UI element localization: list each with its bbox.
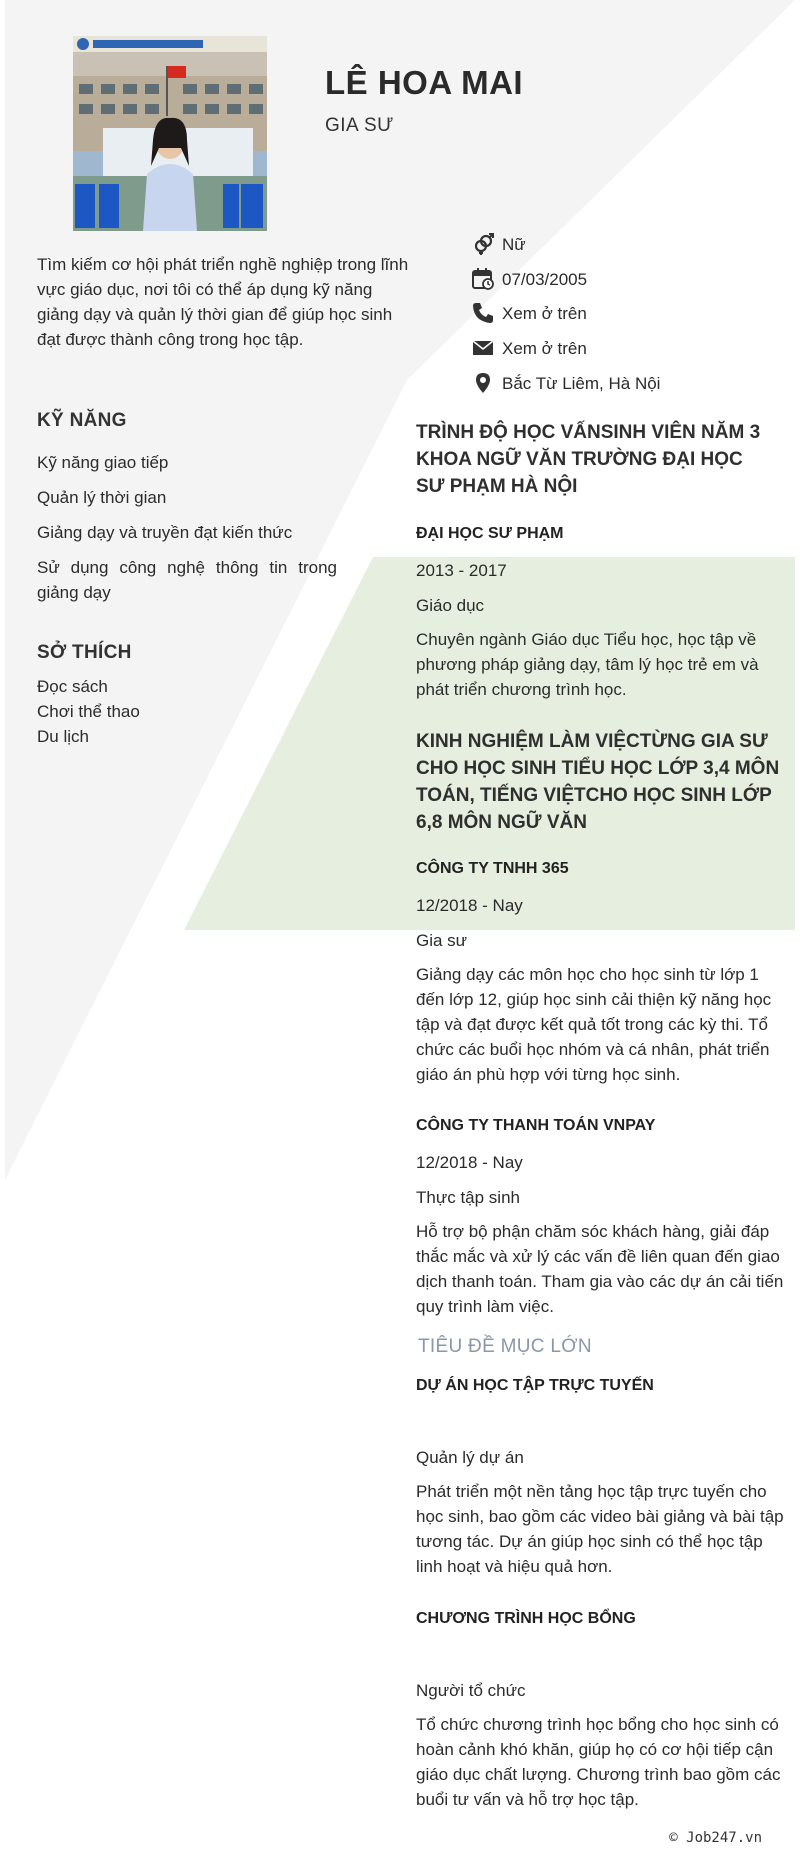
job-period: 12/2018 - Nay (416, 1153, 523, 1172)
projects-heading: TIÊU ĐỀ MỤC LỚN (418, 1336, 592, 1357)
project-description: Tổ chức chương trình học bổng cho học sinh có hoàn cảnh khó khăn, giúp họ có cơ hội tiếp cận giáo dục chất lượng. Chương trình bao gồm các buổi tư vấn và hỗ trợ học tập. (416, 1715, 781, 1809)
email-icon (472, 337, 494, 359)
contact-address (472, 372, 772, 402)
skill-item: Giảng dạy và truyền đạt kiến thức (37, 523, 293, 542)
location-icon (472, 372, 494, 394)
contact-birthday-text: 07/03/2005 (502, 270, 588, 289)
education-major: Giáo dục (416, 596, 485, 615)
contact-birthday (472, 268, 772, 298)
education-school: ĐẠI HỌC SƯ PHẠM (416, 525, 564, 542)
hobby-item: Du lịch (37, 727, 89, 746)
phone-icon (472, 302, 494, 324)
hobbies-heading: SỞ THÍCH (37, 642, 132, 663)
job-company: CÔNG TY THANH TOÁN VNPAY (416, 1117, 656, 1134)
job-role: Thực tập sinh (416, 1188, 520, 1207)
project-role: Người tổ chức (416, 1681, 526, 1700)
contact-address-text: Bắc Từ Liêm, Hà Nội (502, 374, 661, 393)
calendar-icon (472, 268, 494, 290)
hobby-item: Chơi thể thao (37, 702, 140, 721)
contact-phone (472, 302, 772, 332)
project-description: Phát triển một nền tảng học tập trực tuyến cho học sinh, bao gồm các video bài giảng và bài tập tương tác. Dự án giúp học sinh có thể học tập linh hoạt và hiệu quả hơn. (416, 1482, 784, 1576)
hobby-item: Đọc sách (37, 677, 108, 696)
job-description: Giảng dạy các môn học cho học sinh từ lớp 1 đến lớp 12, giúp học sinh cải thiện kỹ năng học tập và đạt được kết quả tốt trong các kỳ thi. Tổ chức các buổi học nhóm và cá nhân, phát triển giáo án phù hợp với từng học sinh. (416, 965, 772, 1084)
education-period: 2013 - 2017 (416, 561, 507, 580)
job-company: CÔNG TY TNHH 365 (416, 860, 569, 877)
skills-heading: KỸ NĂNG (37, 410, 127, 431)
experience-heading: KINH NGHIỆM LÀM VIỆCTỪNG GIA SƯ CHO HỌC SINH TIỂU HỌC LỚP 3,4 MÔN TOÁN, TIẾNG VIỆTCHO HỌC SINH LỚP 6,8 MÔN NGỮ VĂN (416, 731, 780, 833)
project-name: DỰ ÁN HỌC TẬP TRỰC TUYẾN (416, 1377, 654, 1394)
contact-gender (472, 233, 772, 263)
career-objective: Tìm kiếm cơ hội phát triển nghề nghiệp trong lĩnh vực giáo dục, nơi tôi có thể áp dụng kỹ năng giảng dạy và quản lý thời gian để giúp học sinh đạt được thành công trong học tập. (37, 255, 409, 349)
skill-item: Quản lý thời gian (37, 488, 167, 507)
gender-icon (472, 233, 494, 255)
contact-email-text: Xem ở trên (502, 339, 587, 358)
candidate-name: LÊ HOA MAI (325, 64, 524, 101)
education-description: Chuyên ngành Giáo dục Tiểu học, học tập về phương pháp giảng dạy, tâm lý học trẻ em và phát triển chương trình học. (416, 630, 759, 699)
job-period: 12/2018 - Nay (416, 896, 523, 915)
education-heading: TRÌNH ĐỘ HỌC VẤNSINH VIÊN NĂM 3 KHOA NGỮ VĂN TRƯỜNG ĐẠI HỌC SƯ PHẠM HÀ NỘI (416, 422, 761, 497)
job-description: Hỗ trợ bộ phận chăm sóc khách hàng, giải đáp thắc mắc và xử lý các vấn đề liên quan đến giao dịch thanh toán. Tham gia vào các dự án cải tiến quy trình làm việc. (416, 1222, 784, 1316)
footer-copyright: © Job247.vn (669, 1830, 762, 1846)
project-role: Quản lý dự án (416, 1448, 524, 1467)
skill-item: Kỹ năng giao tiếp (37, 453, 169, 472)
skill-item: Sử dụng công nghệ thông tin trong giảng dạy (37, 558, 337, 602)
job-role: Gia sư (416, 931, 468, 950)
contact-phone-text: Xem ở trên (502, 304, 587, 323)
profile-photo (73, 36, 267, 231)
contact-gender-text: Nữ (502, 235, 526, 254)
contact-email (472, 337, 772, 367)
project-name: CHƯƠNG TRÌNH HỌC BỔNG (416, 1610, 636, 1627)
job-title: GIA SƯ (325, 115, 394, 136)
